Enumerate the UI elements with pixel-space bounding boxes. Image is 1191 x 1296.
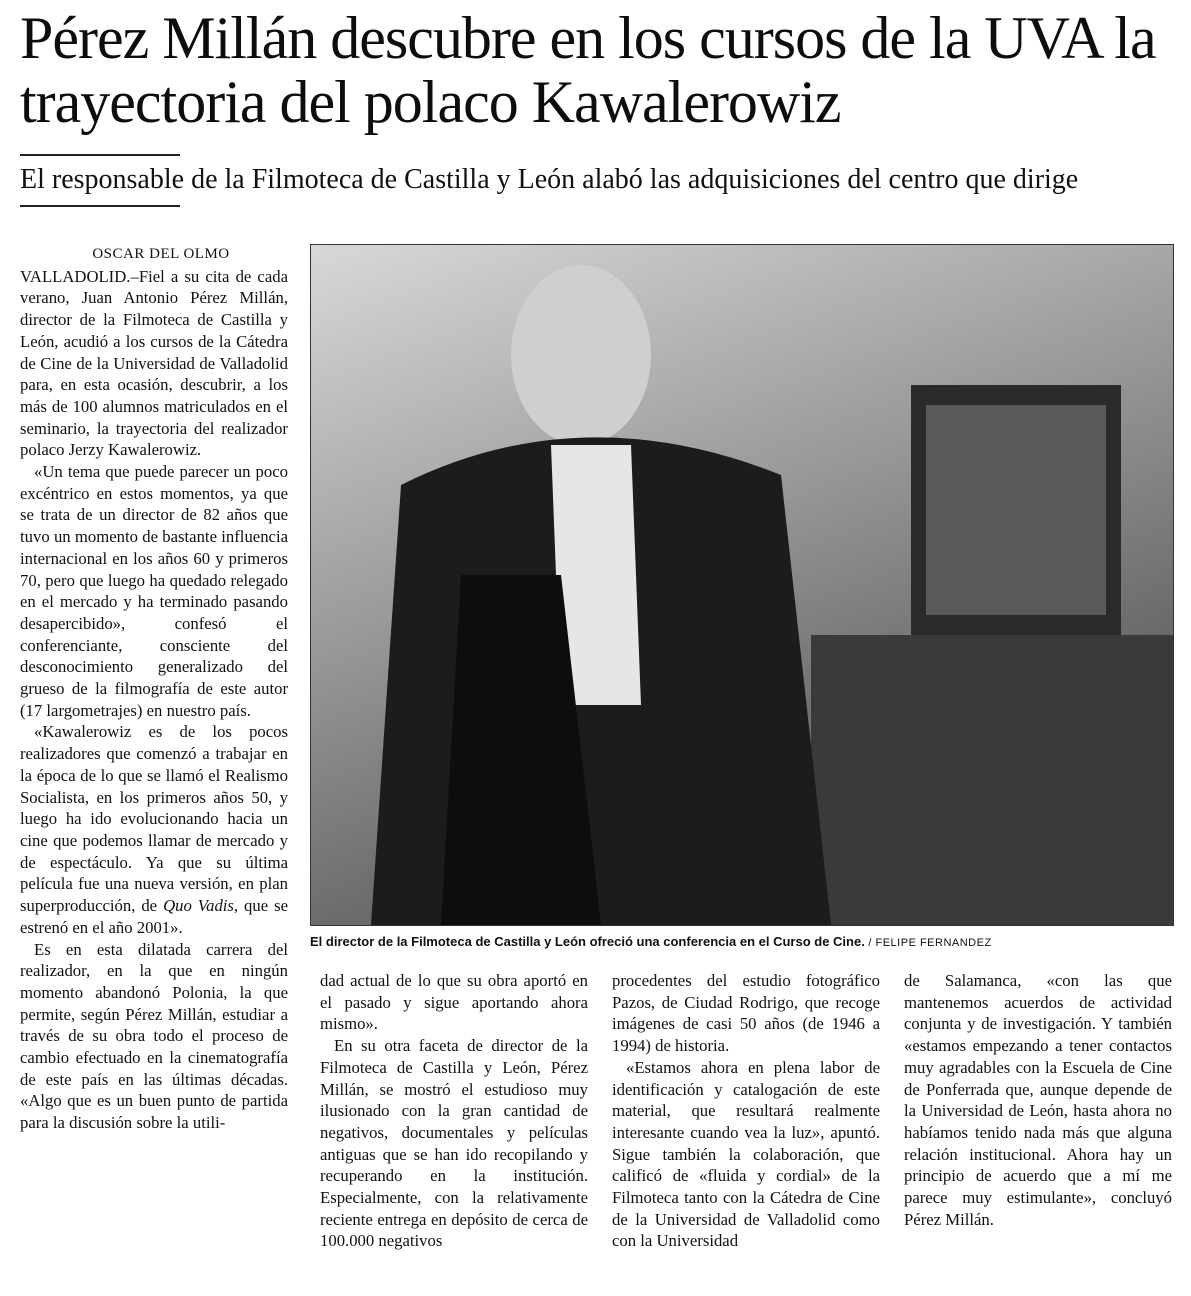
column-3 [612, 970, 880, 1252]
caption-text: El director de la Filmoteca de Castilla y León ofreció una conferencia en el Curso de Cine. [310, 934, 865, 949]
photo-illustration [311, 245, 1173, 925]
column-1 [20, 244, 288, 1134]
film-title: Quo Vadis [163, 896, 234, 916]
dateline: VALLADOLID.– [20, 266, 139, 286]
paragraph-3-text: «Kawalerowiz es de los pocos realizadores que comenzó a trabajar en la época de lo que se llamó el Realismo Socialista, en los primeros años 50, y luego ha ido evolucionando hacia un cine que podemos llamar de mercado y de espectáculo. Ya que su última película fue una nueva versión, en plan superproducción, de [20, 722, 288, 916]
column-2 [320, 970, 588, 1252]
paragraph-1 [20, 266, 288, 461]
paragraph-6: En su otra faceta de director de la Filmoteca de Castilla y León, Pérez Millán, se mostró el estudioso muy ilusionado con la gran cantidad de negativos, documentales y películas antiguas que se han ido recopilando y recuperando en la institución. Especialmente, con la relativamente reciente entrega en depósito de cerca de 100.000 negativos [320, 1036, 588, 1251]
deck-subtitle: El responsable de la Filmoteca de Castilla y León alabó las adquisiciones del centro que dirige [20, 164, 1079, 195]
photo-credit: / FELIPE FERNANDEZ [864, 937, 992, 949]
paragraph-9: de Salamanca, «con las que mantenemos acuerdos de actividad conjunta y de investigación. Y también «estamos empezando a tener contactos muy agradables con la Escuela de Cine de Ponferrada que, aunque depende de la Universidad de León, hasta ahora no habíamos tenido nada más que alguna relación institucional. Ahora hay un principio de acuerdo que a mí me parece muy estimulante», concluyó Pérez Millán. [904, 971, 1172, 1229]
paragraph-7: procedentes del estudio fotográfico Pazos, de Ciudad Rodrigo, que recoge imágenes de casi 50 años (de 1946 a 1994) de historia. [612, 971, 880, 1056]
byline: OSCAR DEL OLMO [92, 246, 230, 262]
deck-top-rule [20, 154, 180, 156]
paragraph-1-text: Fiel a su cita de cada verano, Juan Antonio Pérez Millán, director de la Filmoteca de Castilla y León, acudió a los cursos de la Cátedra de Cine de la Universidad de Valladolid para, en esta ocasión, descubrir, a los más de 100 alumnos matriculados en el seminario, la trayectoria del realizador polaco Jerzy Kawalerowiz. [20, 266, 288, 460]
paragraph-5: dad actual de lo que su obra aportó en el pasado y sigue aportando ahora mismo». [320, 971, 588, 1034]
headline: Pérez Millán descubre en los cursos de la UVA la trayectoria del polaco Kawalerowiz [20, 5, 1156, 135]
head-shape [511, 265, 651, 445]
article-photo [310, 244, 1174, 926]
paragraph-3-end: , que se estrenó en el año 2001». [20, 896, 289, 937]
deck-bottom-rule [20, 205, 180, 207]
paragraph-4: Es en esta dilatada carrera del realizador, en la que en ningún momento abandonó Polonia, la que permite, según Pérez Millán, estudiar a través de su obra todo el proceso de cambio efectuado en la cinematografía de este país en las últimas décadas. «Algo que es un buen punto de partida para la discusión sobre la utili- [20, 939, 288, 1133]
column-4 [904, 970, 1172, 1230]
monitor-screen [926, 405, 1106, 615]
paragraph-2: «Un tema que puede parecer un poco excéntrico en estos momentos, ya que se trata de un director de 82 años que tuvo un momento de bastante influencia internacional en los años 60 y primeros 70, pero que luego ha quedado relegado en el mercado y ha terminado pasando desapercibido», confesó el conferenciante, consciente del desconocimiento generalizado del grueso de la filmografía de este autor (17 largometrajes) en nuestro país. [20, 462, 288, 720]
paragraph-3 [20, 721, 288, 938]
photo-caption [310, 934, 1180, 949]
paragraph-8: «Estamos ahora en plena labor de identificación y catalogación de este material, que resultará realmente interesante cuando vea la luz», apuntó. Sigue también la colaboración, que calificó de «fluida y cordial» de la Filmoteca tanto con la Cátedra de Cine de la Universidad de Valladolid como con la Universidad [612, 1057, 880, 1251]
tv-shape [811, 635, 1173, 925]
